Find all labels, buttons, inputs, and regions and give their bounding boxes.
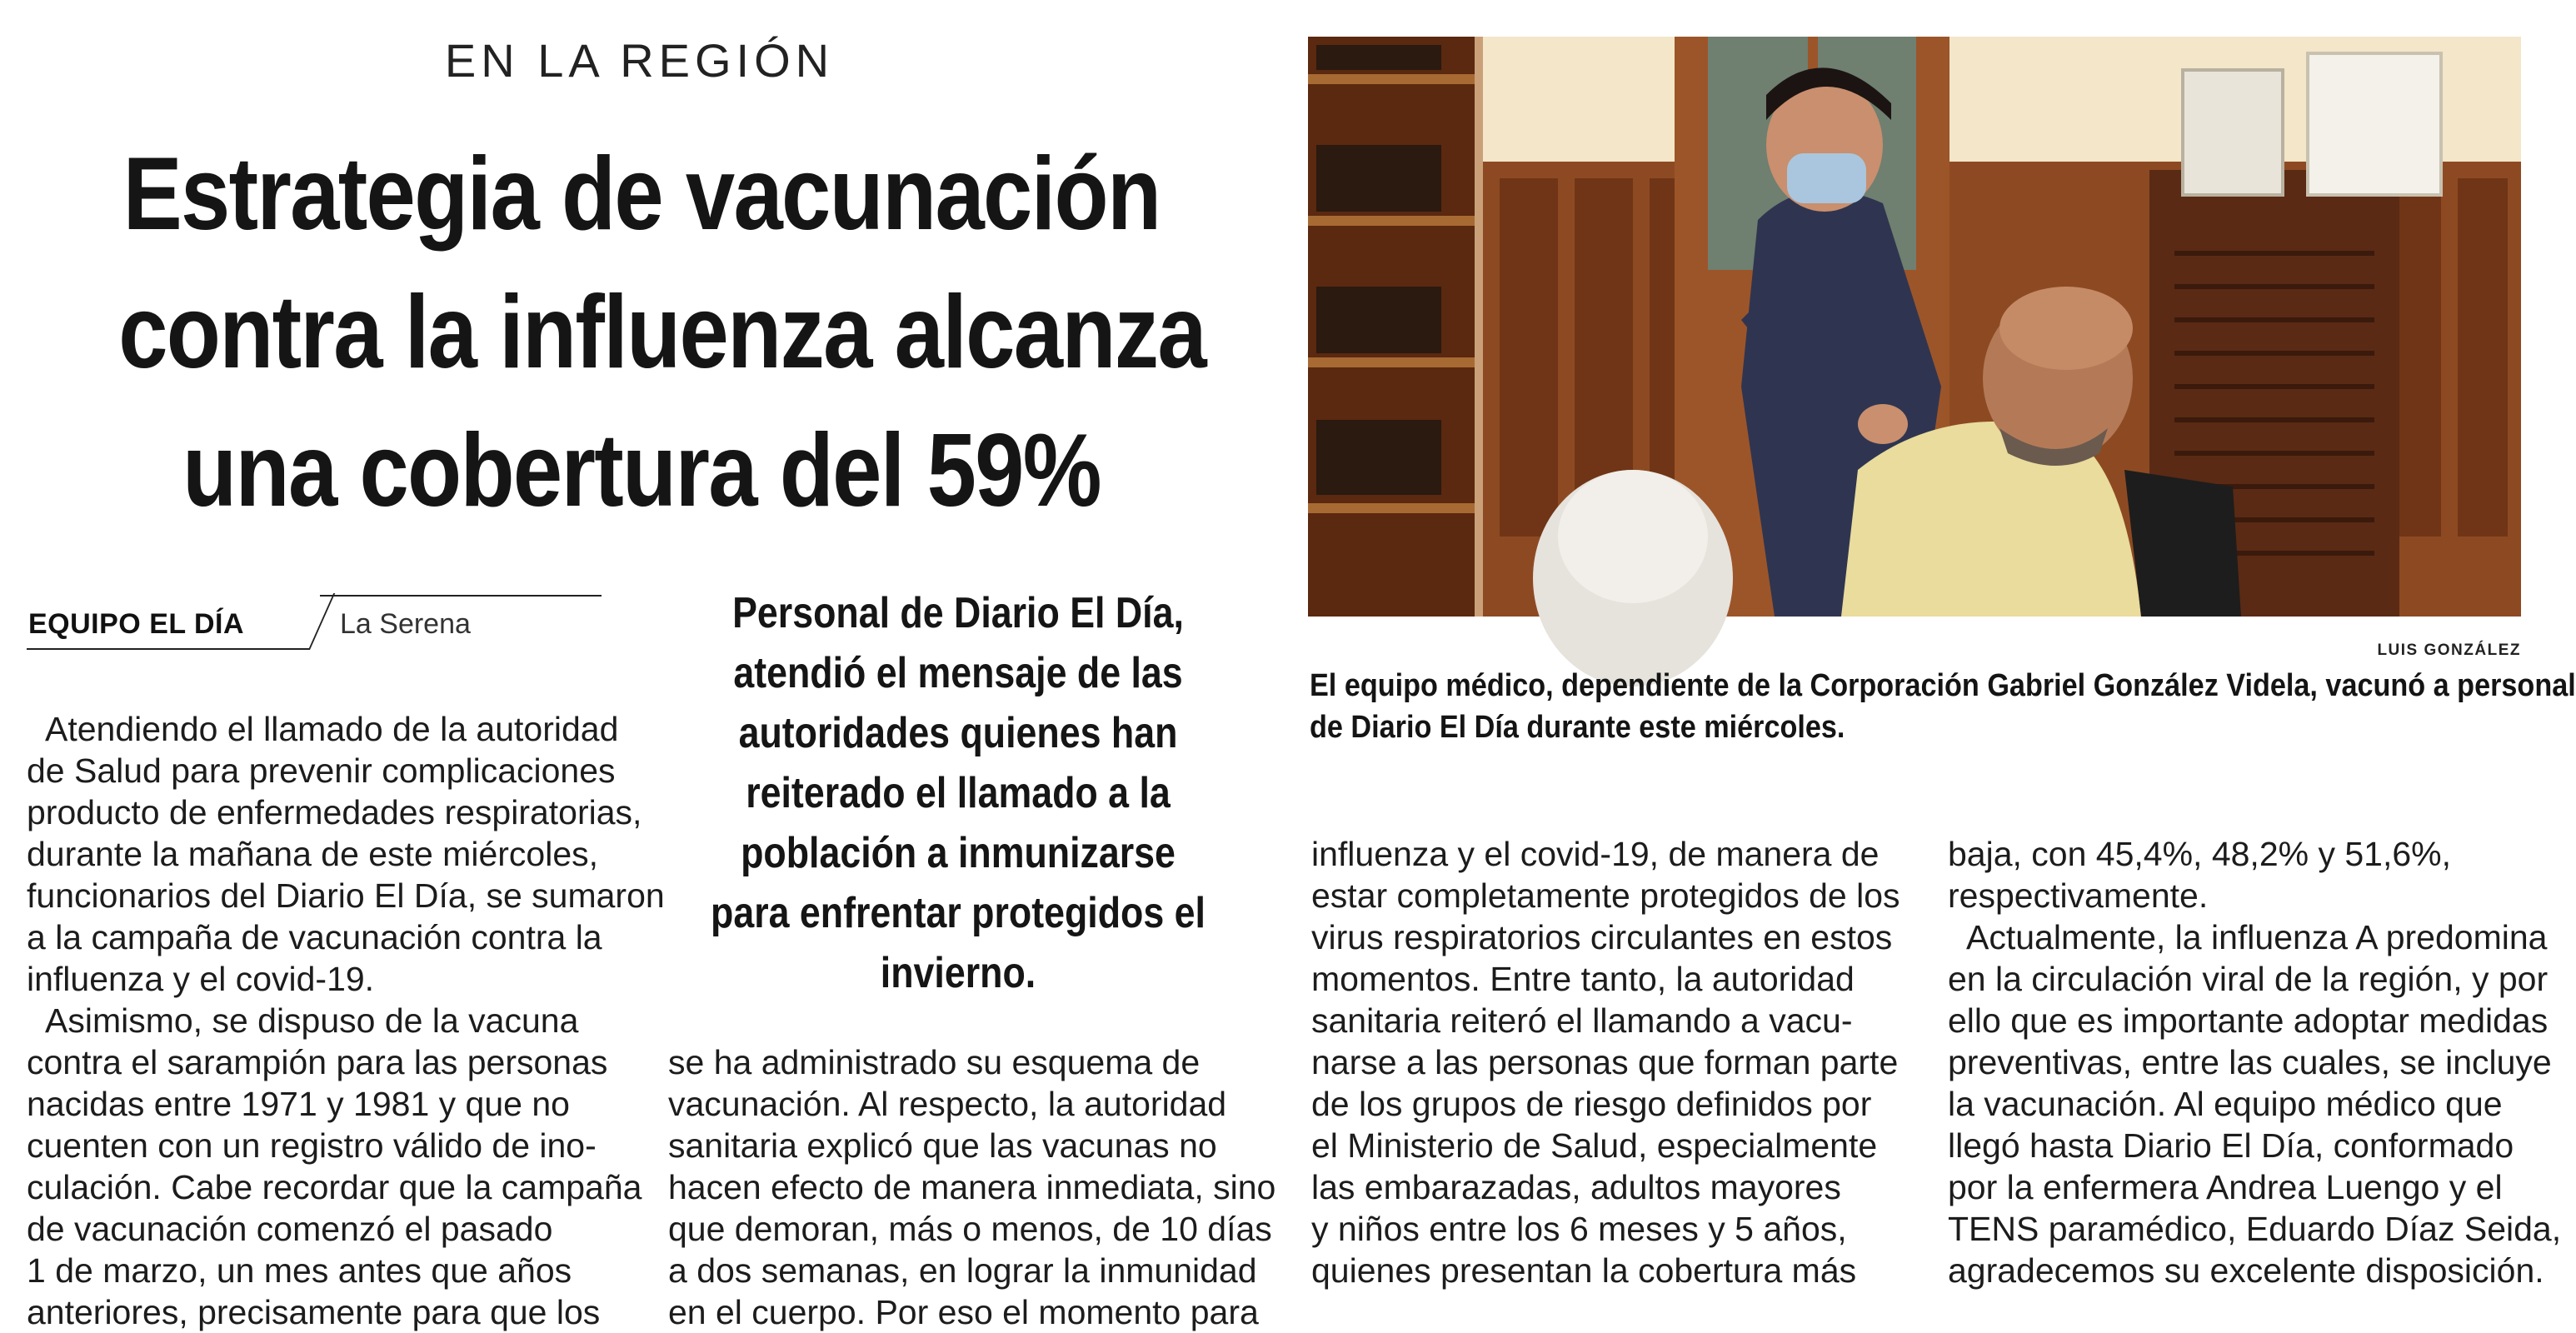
body-line: culación. Cabe recordar que la campaña [27,1168,642,1206]
body-line: de Salud para prevenir complicaciones [27,751,616,790]
pull-quote-line: autoridades quienes han [738,709,1178,757]
body-line: que demoran, más o menos, de 10 días [668,1210,1272,1248]
body-line: anteriores, precisamente para que los [27,1293,601,1331]
byline [27,588,602,655]
body-line: Actualmente, la influenza A predomina [1966,918,2548,956]
body-line: respectivamente. [1948,876,2209,915]
body-line: de los grupos de riesgo definidos por [1311,1085,1872,1123]
pull-quote-line: para enfrentar protegidos el [711,889,1206,937]
headline [118,125,1206,540]
body-line: cuenten con un registro válido de ino- [27,1126,597,1165]
byline-author: EQUIPO EL DÍA [28,608,245,640]
body-line: momentos. Entre tanto, la autoridad [1311,960,1855,998]
body-line: las embarazadas, adultos mayores [1311,1168,1841,1206]
body-line: sanitaria explicó que las vacunas no [668,1126,1217,1165]
body-line: contra el sarampión para las personas [27,1043,608,1081]
pull-quote [707,583,1209,1003]
body-line: funcionarios del Diario El Día, se sumaron [27,876,665,915]
body-line: por la enfermera Andrea Luengo y el [1948,1168,2503,1206]
headline-line: una cobertura del 59% [182,413,1101,528]
body-line: a dos semanas, en lograr la inmunidad [668,1251,1257,1290]
headline-line: Estrategia de vacunación [122,137,1161,252]
pull-quote-line: Personal de Diario El Día, [732,589,1184,637]
body-line: influenza y el covid-19. [27,960,375,998]
body-line: sanitaria reiteró el llamando a vacu- [1311,1001,1853,1040]
pull-quote-line: población a inmunizarse [741,829,1176,877]
body-line: durante la mañana de este miércoles, [27,835,599,873]
body-line: se ha administrado su esquema de [668,1043,1201,1081]
caption-line: de Diario El Día durante este miércoles. [1310,710,1845,745]
photo-credit: LUIS GONZÁLEZ [2377,642,2521,659]
body-line: hacen efecto de manera inmediata, sino [668,1168,1276,1206]
byline-rule [27,648,310,650]
byline-rule [320,595,602,597]
body-line: Asimismo, se dispuso de la vacuna [45,1001,579,1040]
section-label: EN LA REGIÓN [444,34,835,87]
body-line: preventivas, entre las cuales, se incluye [1948,1043,2552,1081]
byline-slash [308,593,335,650]
body-line: en el cuerpo. Por eso el momento para [668,1293,1259,1331]
body-line: llegó hasta Diario El Día, conformado [1948,1126,2514,1165]
body-line: el Ministerio de Salud, especialmente [1311,1126,1878,1165]
pull-quote-line: reiterado el llamado a la [746,769,1171,817]
pull-quote-line: atendió el mensaje de las [733,649,1183,697]
body-column-1 [27,708,665,1331]
body-line: ello que es importante adoptar medidas [1948,1001,2549,1040]
body-line: la vacunación. Al equipo médico que [1948,1085,2503,1123]
body-column-3 [1311,833,1900,1316]
photo-caption [1310,665,2576,748]
pull-quote-line: invierno. [880,949,1036,997]
body-column-2 [668,1041,1276,1331]
body-line: 1 de marzo, un mes antes que años [27,1251,572,1290]
byline-place: La Serena [340,608,471,640]
body-line: agradecemos su excelente disposición. [1948,1251,2544,1290]
body-line: producto de enfermedades respiratorias, [27,793,642,831]
body-line: Atendiendo el llamado de la autoridad [45,710,619,748]
body-line: en la circulación viral de la región, y por [1948,960,2549,998]
body-line: de vacunación comenzó el pasado [27,1210,553,1248]
headline-line: contra la influenza alcanza [118,275,1206,390]
body-line: narse a las personas que forman parte [1311,1043,1899,1081]
body-column-4 [1948,833,2562,1316]
body-line: estar completamente protegidos de los [1311,876,1900,915]
body-line: a la campaña de vacunación contra la [27,918,602,956]
body-line: baja, con 45,4%, 48,2% y 51,6%, [1948,835,2452,873]
body-line: nacidas entre 1971 y 1981 y que no [27,1085,570,1123]
body-line: TENS paramédico, Eduardo Díaz Seida, [1948,1210,2562,1248]
body-line: quienes presentan la cobertura más [1311,1251,1857,1290]
article-photo [1308,37,2521,617]
caption-line: El equipo médico, dependiente de la Corporación Gabriel González Videla, vacunó a personal [1310,668,2576,703]
body-line: influenza y el covid-19, de manera de [1311,835,1880,873]
body-line: vacunación. Al respecto, la autoridad [668,1085,1227,1123]
body-line: virus respiratorios circulantes en estos [1311,918,1893,956]
body-line: y niños entre los 6 meses y 5 años, [1311,1210,1847,1248]
